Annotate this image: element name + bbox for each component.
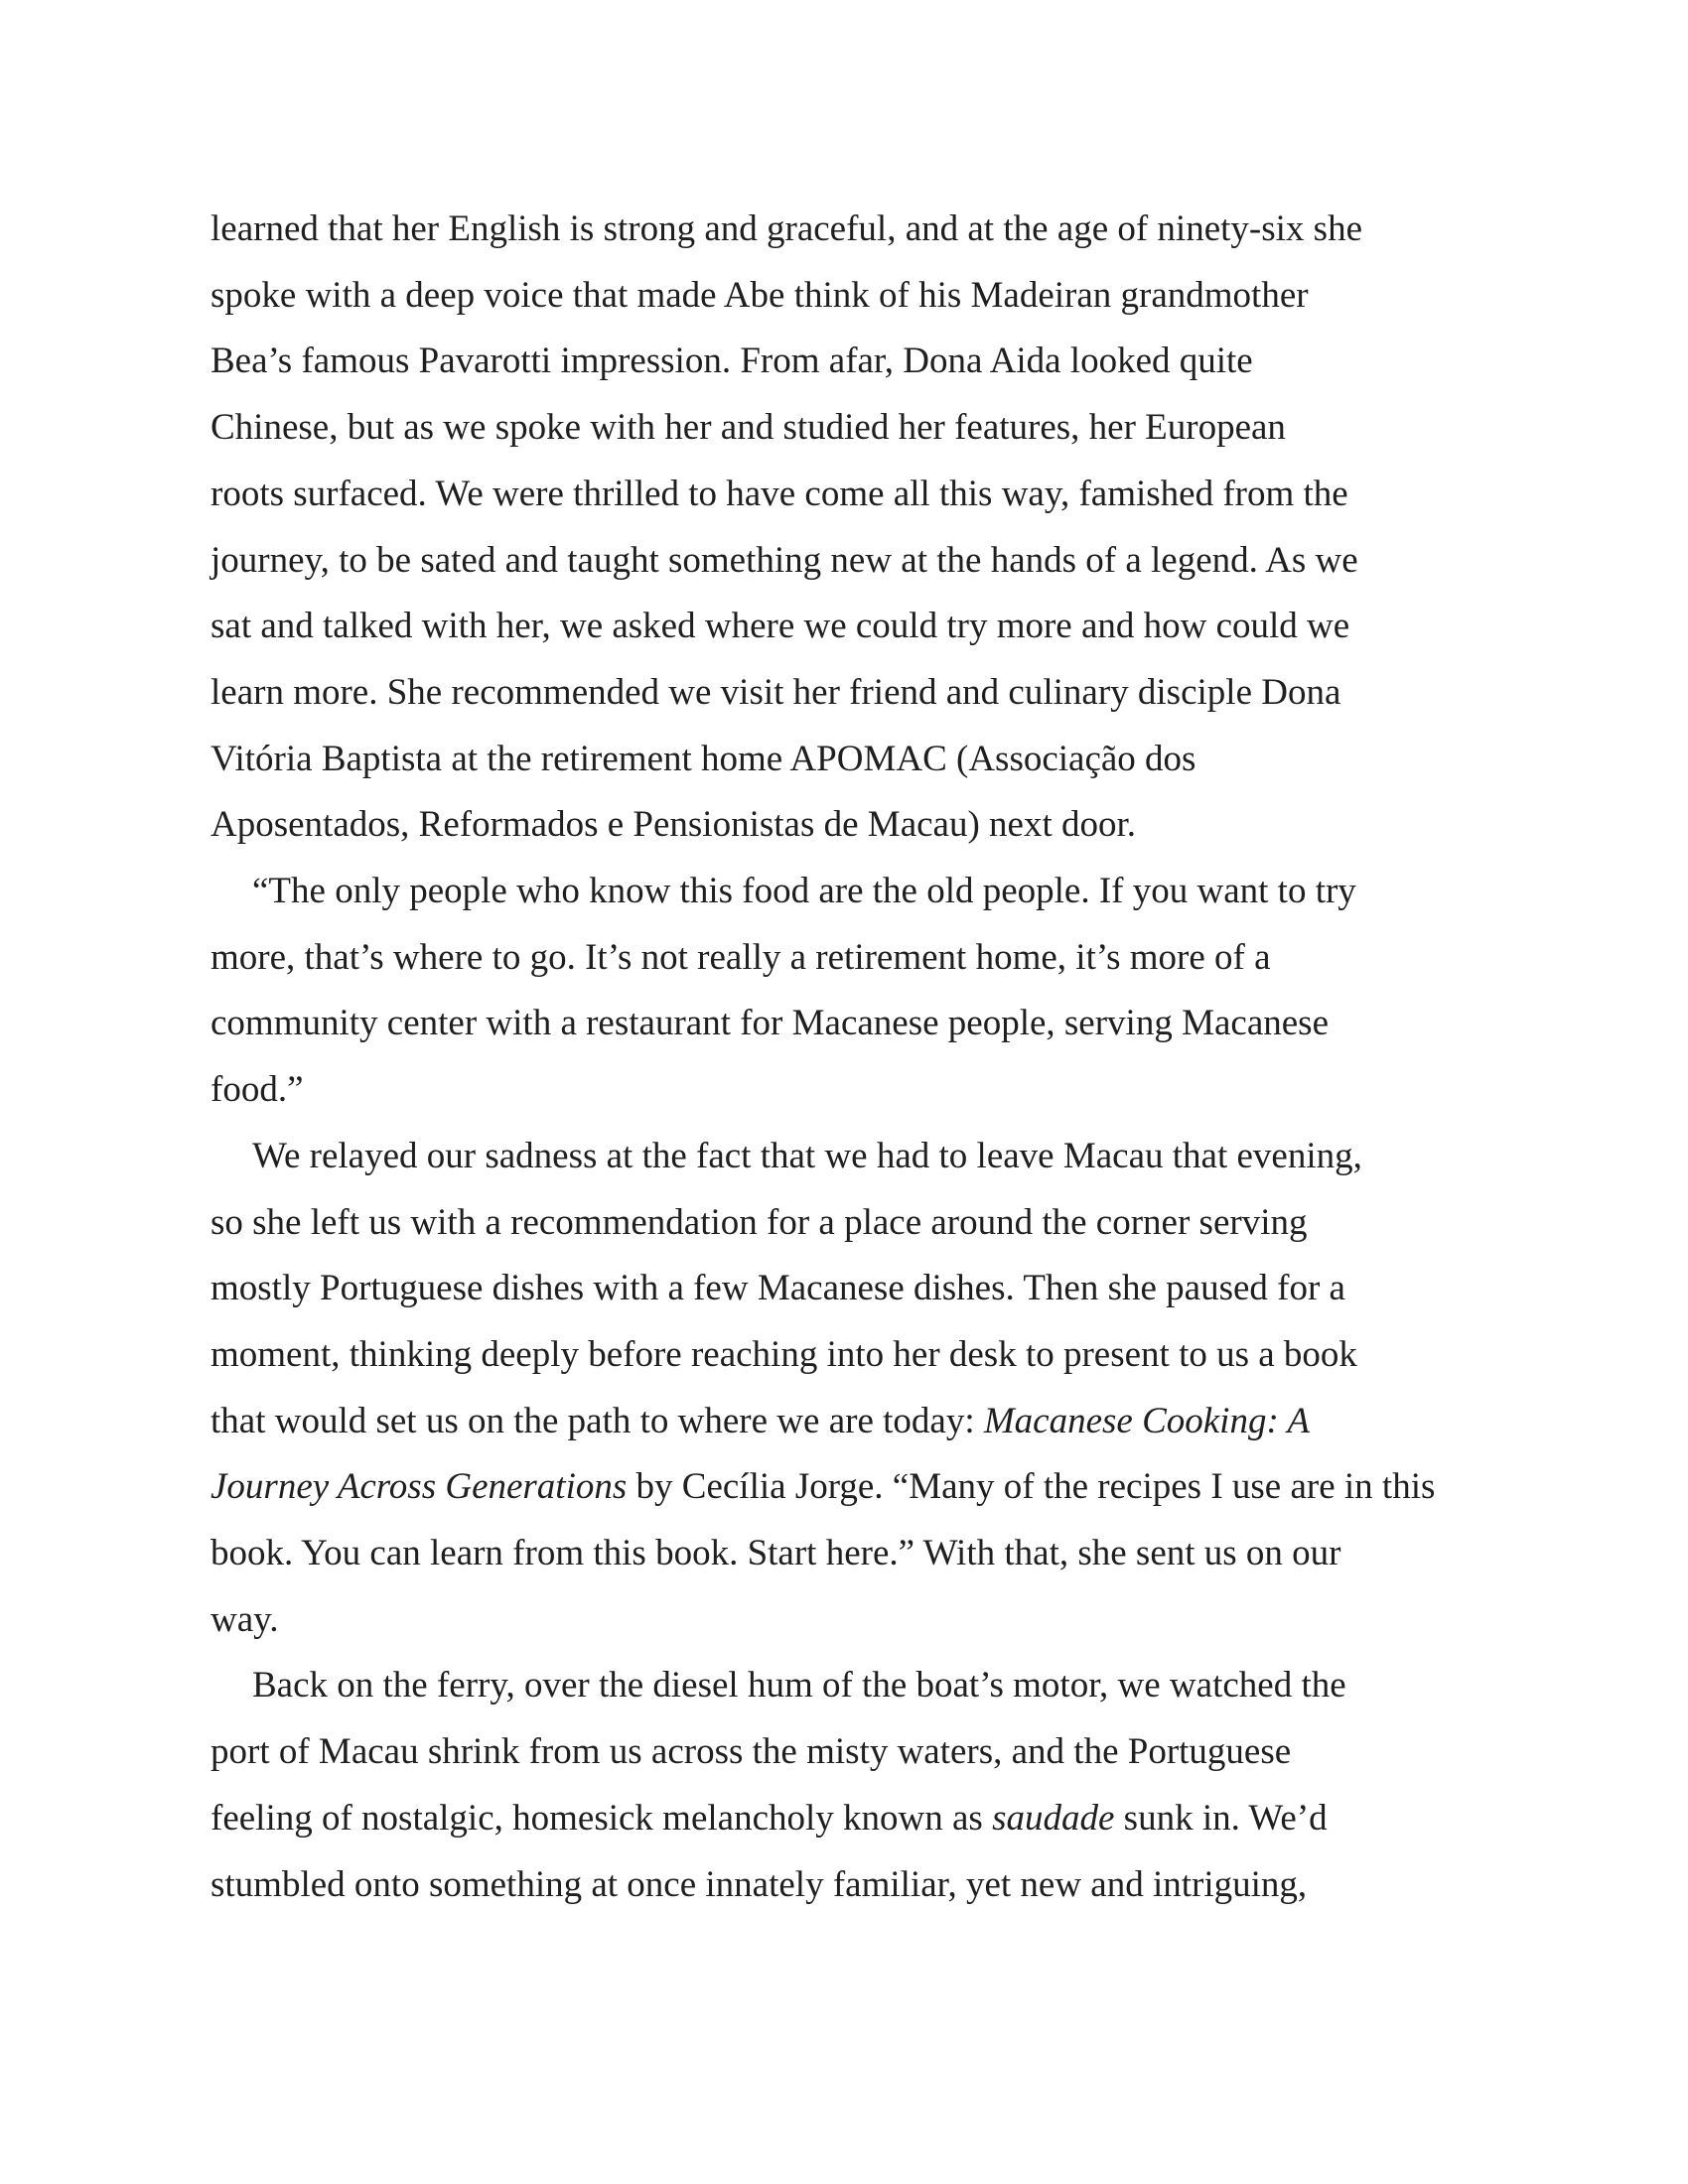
body-text <box>211 197 1491 1918</box>
text-line: Journey Across Generations by Cecília Jorge. “Many of the recipes I use are in this <box>211 1466 1436 1508</box>
text-line: sat and talked with her, we asked where we could try more and how could we <box>211 606 1350 647</box>
text-line: mostly Portuguese dishes with a few Macanese dishes. Then she paused for a <box>211 1268 1345 1309</box>
text-line: community center with a restaurant for Macanese people, serving Macanese <box>211 1003 1329 1044</box>
text-line: food.” <box>211 1069 304 1111</box>
book-title-italic: Journey Across Generations <box>211 1466 628 1508</box>
book-title-italic: Macanese Cooking: A <box>983 1400 1310 1441</box>
text-line: learn more. She recommended we visit her friend and culinary disciple Dona <box>211 671 1341 713</box>
paragraph-1 <box>211 197 1491 859</box>
text-line: Vitória Baptista at the retirement home APOMAC (Associação dos <box>211 738 1196 779</box>
text-line: learned that her English is strong and graceful, and at the age of ninety-six she <box>211 208 1362 249</box>
text-line: “The only people who know this food are the old people. If you want to try <box>252 871 1356 912</box>
text-line: so she left us with a recommendation for a place around the corner serving <box>211 1201 1308 1243</box>
text-line: that would set us on the path to where we are today: Macanese Cooking: A <box>211 1400 1310 1441</box>
text-line: moment, thinking deeply before reaching into her desk to present to us a book <box>211 1333 1357 1375</box>
text-line: feeling of nostalgic, homesick melancholy known as saudade sunk in. We’d <box>211 1797 1328 1839</box>
text-line: Bea’s famous Pavarotti impression. From afar, Dona Aida looked quite <box>211 341 1253 382</box>
italic-word: saudade <box>992 1797 1115 1839</box>
text-line: Chinese, but as we spoke with her and studied her features, her European <box>211 407 1286 449</box>
paragraph-3 <box>211 1124 1491 1654</box>
paragraph-4 <box>211 1653 1491 1918</box>
text-line: journey, to be sated and taught something new at the hands of a legend. As we <box>211 539 1358 581</box>
paragraph-2 <box>211 859 1491 1124</box>
text-line: book. You can learn from this book. Start here.” With that, she sent us on our <box>211 1533 1341 1574</box>
text-line: We relayed our sadness at the fact that we had to leave Macau that evening, <box>252 1135 1362 1176</box>
text-line: Aposentados, Reformados e Pensionistas de Macau) next door. <box>211 804 1137 846</box>
text-line: port of Macau shrink from us across the misty waters, and the Portuguese <box>211 1731 1292 1773</box>
text-line: more, that’s where to go. It’s not really a retirement home, it’s more of a <box>211 936 1271 978</box>
text-line: Back on the ferry, over the diesel hum of the boat’s motor, we watched the <box>252 1665 1346 1706</box>
text-line: roots surfaced. We were thrilled to have come all this way, famished from the <box>211 473 1348 514</box>
text-line: spoke with a deep voice that made Abe think of his Madeiran grandmother <box>211 274 1309 316</box>
text-line: way. <box>211 1598 279 1640</box>
text-line: stumbled onto something at once innately familiar, yet new and intriguing, <box>211 1863 1308 1905</box>
